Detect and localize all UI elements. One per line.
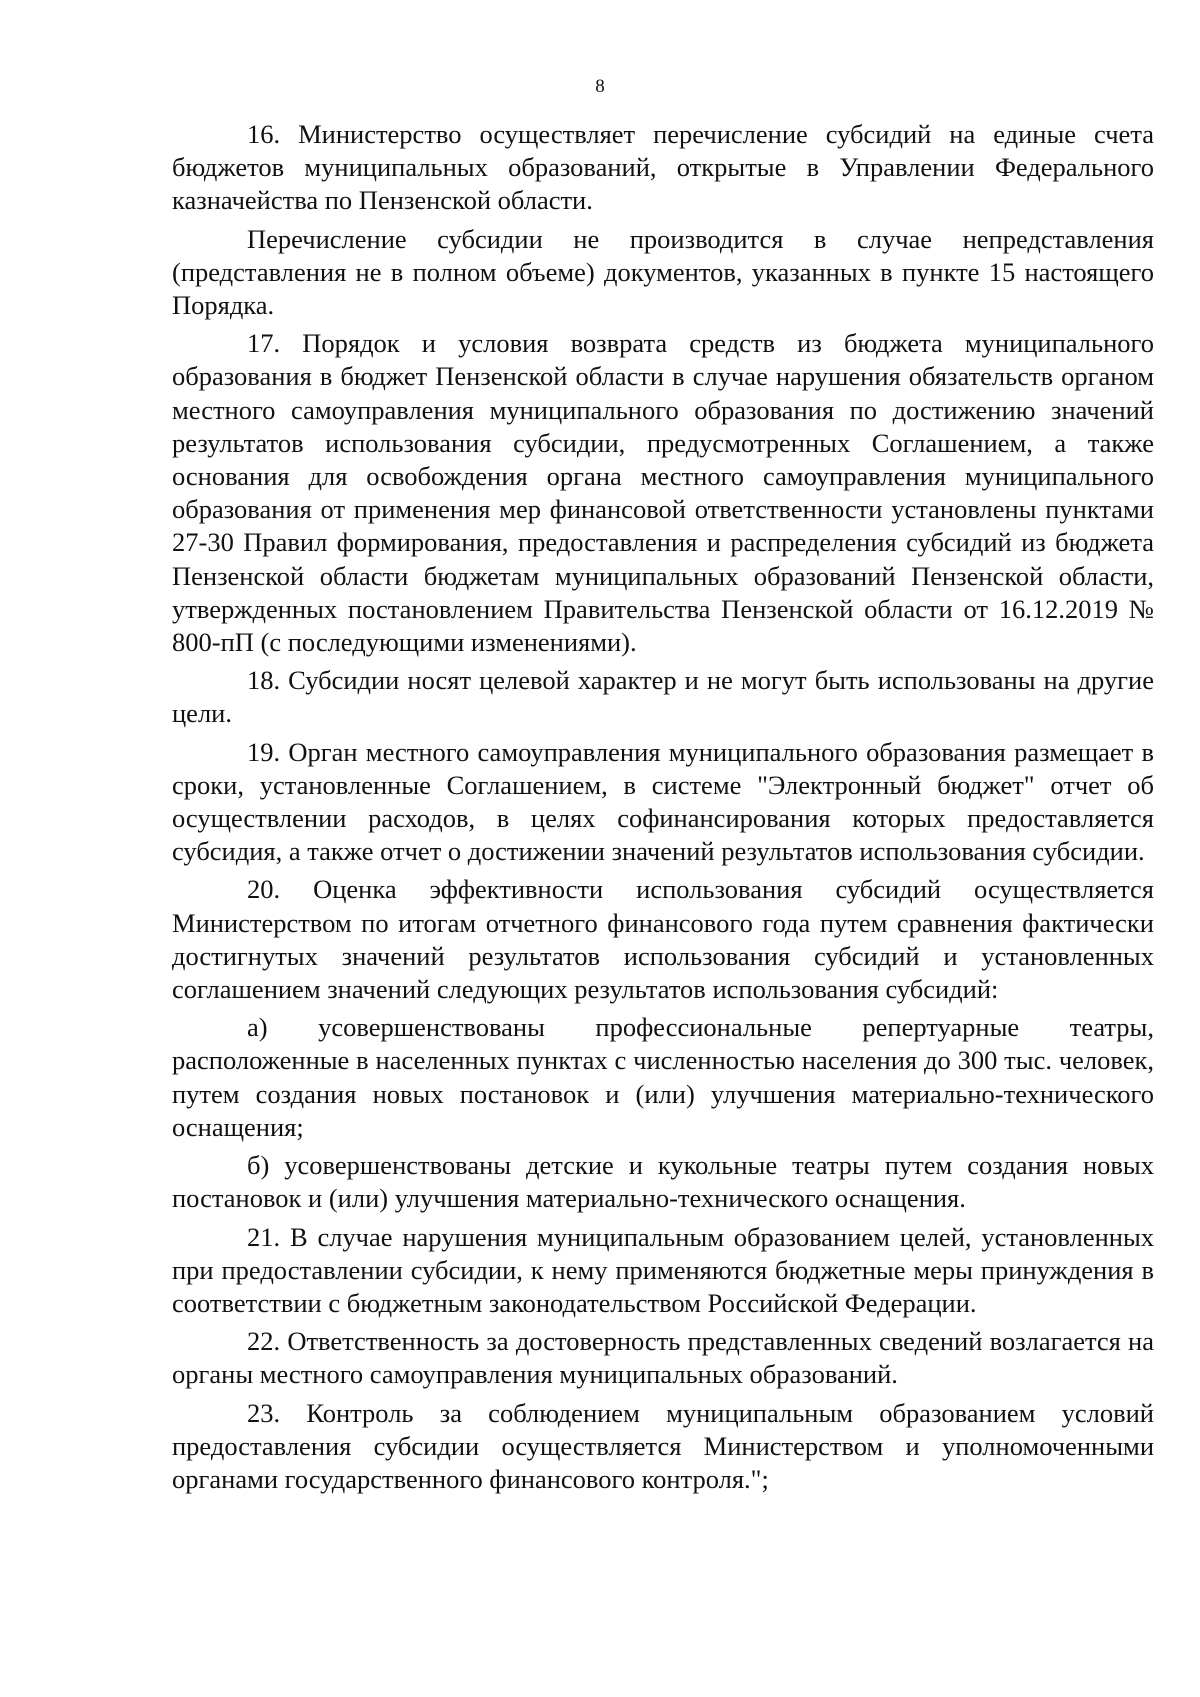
paragraph-21: 21. В случае нарушения муниципальным образованием целей, установленных при предоставлении субсидии, к нему применяются бюджетные меры принуждения в соответствии с бюджетным законодательством Российской Федерации.	[172, 1221, 1154, 1318]
paragraph-17: 17. Порядок и условия возврата средств из бюджета муниципального образования в бюджет Пензенской области в случае нарушения обязательств органом местного самоуправления муниципального образования по достижению значений результатов использования субсидии, предусмотренных Соглашением, а также основания для освобождения органа местного самоуправления муниципального образования от применения мер финансовой ответственности установлены пунктами 27-30 Правил формирования, предоставления и распределения субсидий из бюджета Пензенской области бюджетам муниципальных образований Пензенской области, утвержденных постановлением Правительства Пензенской области от 16.12.2019 № 800-пП (с последующими изменениями).	[172, 328, 1154, 658]
paragraph-19: 19. Орган местного самоуправления муниципального образования размещает в сроки, установленные Соглашением, в системе "Электронный бюджет" отчет об осуществлении расходов, в целях софинансирования которых предоставляется субсидия, а также отчет о достижении значений результатов использования субсидии.	[172, 736, 1154, 867]
page-number: 8	[595, 76, 605, 97]
paragraph-16: 16. Министерство осуществляет перечисление субсидий на единые счета бюджетов муниципальных образований, открытые в Управлении Федерального казначейства по Пензенской области.	[172, 119, 1154, 216]
paragraph-16-transfer: Перечисление субсидии не производится в случае непредставления (представления не в полном объеме) документов, указанных в пункте 15 настоящего Порядка.	[172, 223, 1154, 321]
document-body	[172, 118, 1154, 1496]
paragraph-20-item-b: б) усовершенствованы детские и кукольные театры путем создания новых постановок и (или) улучшения материально-технического оснащения.	[172, 1150, 1154, 1214]
paragraph-22: 22. Ответственность за достоверность представленных сведений возлагается на органы местного самоуправления муниципальных образований.	[172, 1326, 1154, 1390]
paragraph-20-item-a: а) усовершенствованы профессиональные репертуарные театры, расположенные в населенных пунктах с численностью населения до 300 тыс. человек, путем создания новых постановок и (или) улучшения материально-технического оснащения;	[172, 1012, 1154, 1142]
paragraph-20: 20. Оценка эффективности использования субсидий осуществляется Министерством по итогам отчетного финансового года путем сравнения фактически достигнутых значений результатов использования субсидий и установленных соглашением значений следующих результатов использования субсидий:	[172, 874, 1154, 1005]
paragraph-23: 23. Контроль за соблюдением муниципальным образованием условий предоставления субсидии осуществляется Министерством и уполномоченными органами государственного финансового контроля.";	[172, 1397, 1154, 1494]
paragraph-18: 18. Субсидии носят целевой характер и не могут быть использованы на другие цели.	[172, 665, 1154, 729]
